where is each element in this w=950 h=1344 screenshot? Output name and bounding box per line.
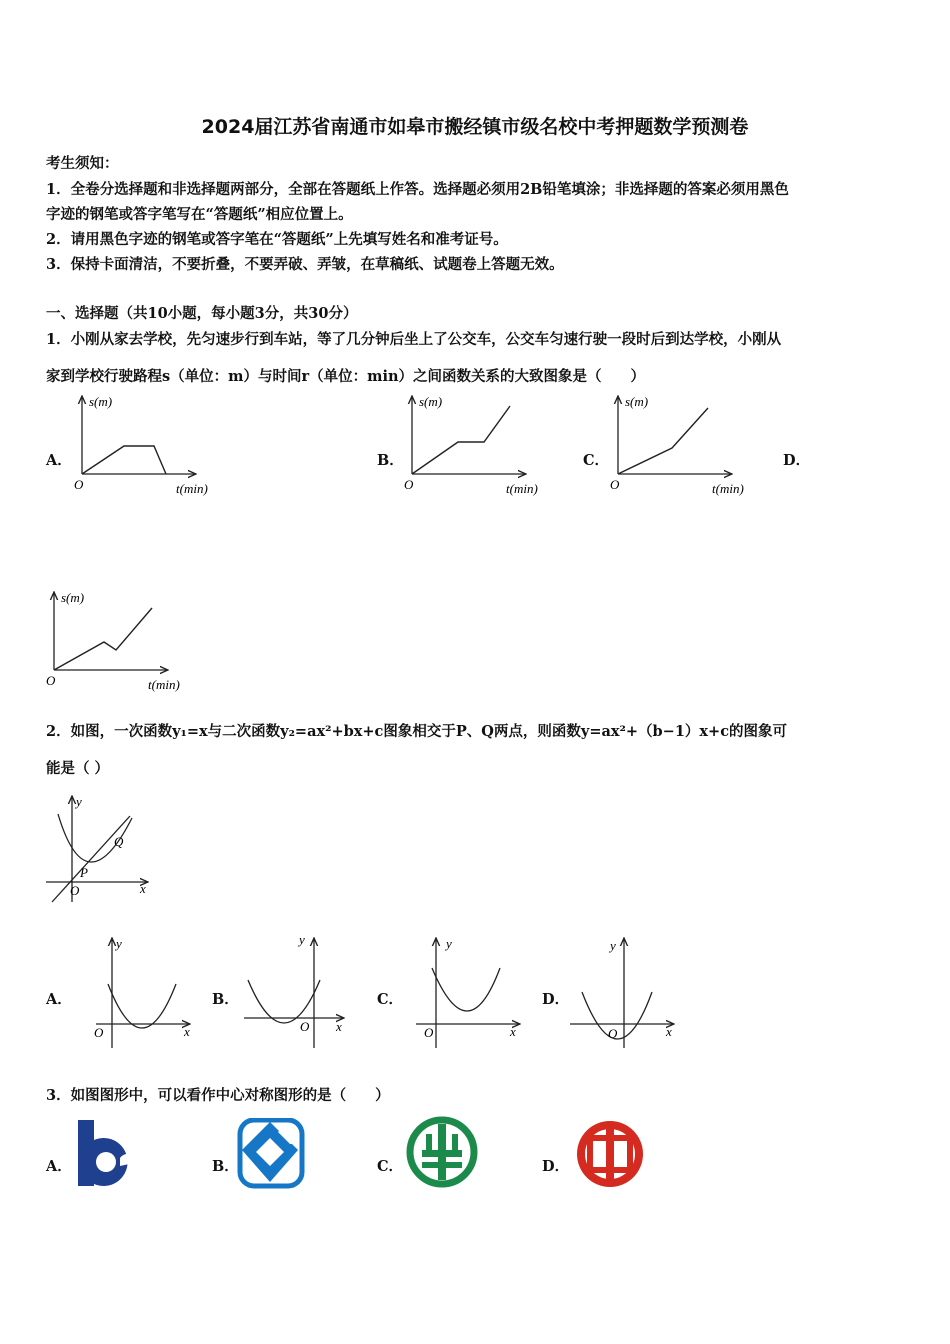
q1-option-b-label[interactable]: B． (377, 452, 404, 469)
origin-label: O (610, 477, 620, 492)
q3-option-d-label[interactable]: D． (542, 1158, 570, 1175)
q2-reference-figure (44, 790, 164, 910)
page-title: 2024届江苏省南通市如皋市搬经镇市级名校中考押题数学预测卷 (201, 116, 749, 138)
x-axis-label: t(min) (506, 481, 538, 496)
point-p-label: P (80, 865, 88, 880)
y-axis-label: y (299, 932, 305, 947)
origin-label: O (404, 477, 414, 492)
q2-option-b-label[interactable]: B． (212, 991, 239, 1008)
origin-label: O (608, 1026, 618, 1041)
notice-item: 1．全卷分选择题和非选择题两部分，全部在答题纸上作答。选择题必须用2B铅笔填涂；非选择题的答案必须用黑色 (46, 181, 789, 198)
question-2-text-cont: 能是（ ） (46, 760, 110, 777)
origin-label: O (74, 477, 84, 492)
origin-label: O (424, 1025, 434, 1040)
q1-graph-b (400, 392, 560, 502)
y-axis-label: s(m) (419, 394, 443, 409)
y-axis-label: s(m) (61, 590, 85, 605)
bank-logo-a-icon (74, 1118, 146, 1190)
origin-label: O (94, 1025, 104, 1040)
y-axis-label: y (446, 936, 452, 951)
y-axis-label: s(m) (625, 394, 649, 409)
question-1-text: 1．小刚从家去学校，先匀速步行到车站，等了几分钟后坐上了公交车，公交车匀速行驶一段时后到达学校，小刚从 (46, 331, 782, 348)
q2-graph-a (88, 932, 198, 1052)
q1-graph-d (42, 588, 202, 698)
y-axis-label: s(m) (89, 394, 113, 409)
q3-option-b-label[interactable]: B． (212, 1158, 239, 1175)
origin-label: O (70, 883, 80, 898)
origin-label: O (46, 673, 56, 688)
y-axis-label: y (116, 936, 122, 951)
question-1-text-cont: 家到学校行驶路程s（单位：m）与时间r（单位：min）之间函数关系的大致图象是（ ） (46, 368, 646, 385)
bank-logo-b-icon (236, 1118, 306, 1190)
q1-graph-a (70, 392, 230, 502)
question-3-text: 3．如图图形中，可以看作中心对称图形的是（ ） (46, 1087, 390, 1104)
x-axis-label: x (510, 1024, 516, 1039)
section-heading: 一、选择题（共10小题，每小题3分，共30分） (46, 305, 358, 322)
point-q-label: Q (114, 834, 124, 849)
q2-graph-b (242, 932, 352, 1052)
y-axis-label: y (610, 938, 616, 953)
bank-logo-d-icon (572, 1116, 648, 1192)
x-axis-label: x (336, 1019, 342, 1034)
q2-option-d-label[interactable]: D． (542, 991, 570, 1008)
q1-option-d-label[interactable]: D． (783, 452, 811, 469)
question-2-text: 2．如图，一次函数y₁=x与二次函数y₂=ax²+bx+c图象相交于P、Q两点，则函数y=ax²+（b−1）x+c的图象可 (46, 723, 788, 740)
notice-item: 2．请用黑色字迹的钢笔或答字笔在“答题纸”上先填写姓名和准考证号。 (46, 231, 508, 248)
notice-item: 字迹的钢笔或答字笔写在“答题纸”相应位置上。 (46, 206, 353, 223)
q3-option-a-label[interactable]: A． (46, 1158, 72, 1175)
x-axis-label: t(min) (148, 677, 180, 692)
q3-option-c-label[interactable]: C． (377, 1158, 404, 1175)
q1-graph-c (606, 392, 766, 502)
x-axis-label: x (666, 1024, 672, 1039)
q2-graph-c (412, 932, 522, 1052)
q2-graph-d (568, 932, 678, 1052)
x-axis-label: t(min) (712, 481, 744, 496)
q2-option-a-label[interactable]: A． (46, 991, 72, 1008)
notice-item: 3．保持卡面清洁，不要折叠，不要弄破、弄皱，在草稿纸、试题卷上答题无效。 (46, 256, 564, 273)
q1-option-c-label[interactable]: C． (583, 452, 610, 469)
x-axis-label: x (184, 1024, 190, 1039)
q1-option-a-label[interactable]: A． (46, 452, 72, 469)
bank-logo-c-icon (404, 1114, 480, 1190)
y-axis-label: y (76, 794, 82, 809)
q2-option-c-label[interactable]: C． (377, 991, 404, 1008)
x-axis-label: t(min) (176, 481, 208, 496)
origin-label: O (300, 1019, 310, 1034)
x-axis-label: x (140, 881, 146, 896)
notice-heading: 考生须知： (46, 155, 119, 172)
